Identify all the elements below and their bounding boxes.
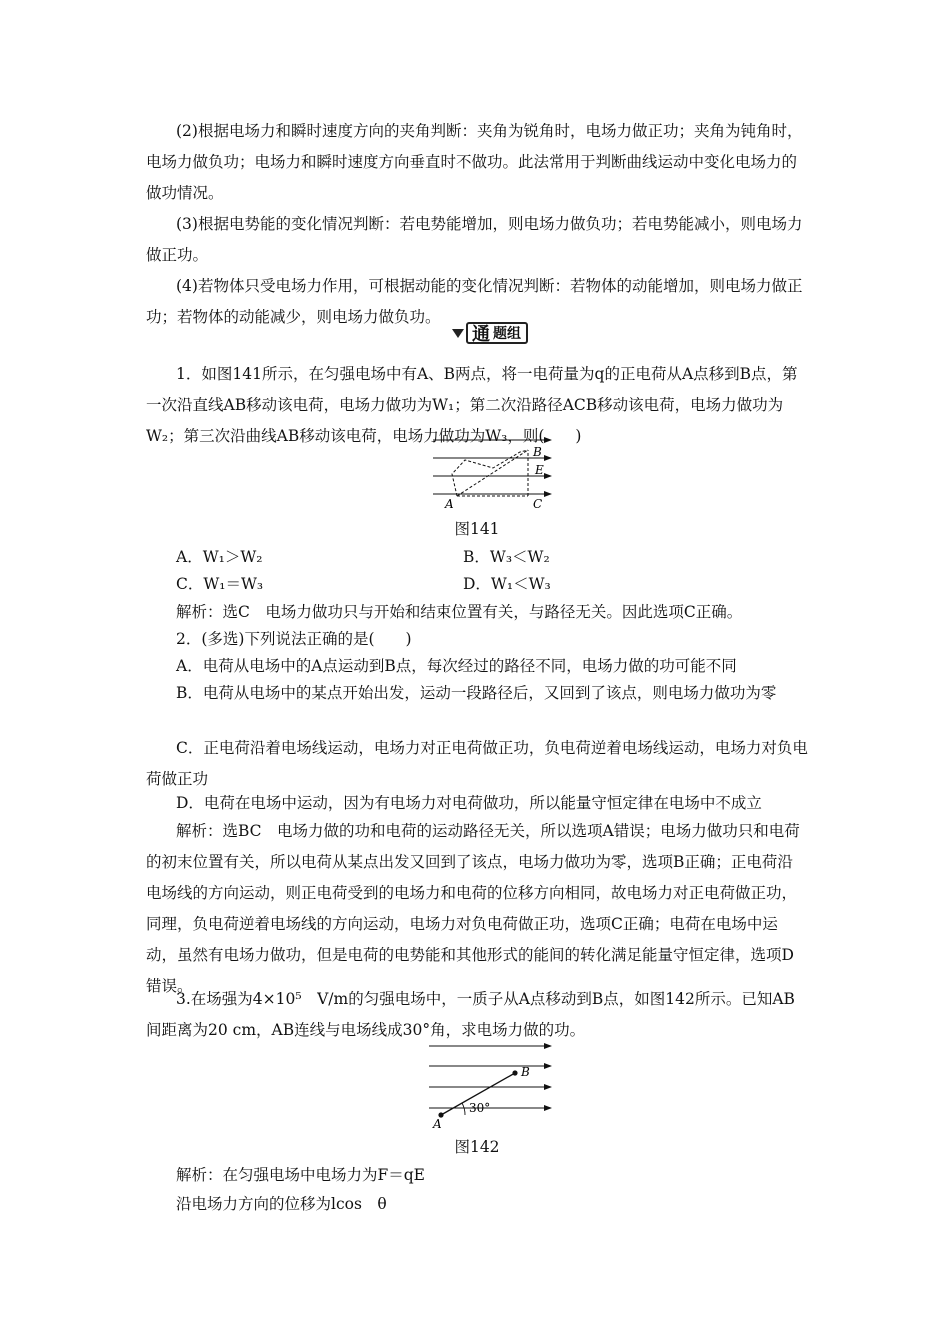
figure-141-caption: 图141 (454, 520, 500, 538)
q1-option-d: D．W₁＜W₃ (463, 575, 551, 593)
question-2-text: 2．(多选)下列说法正确的是( ) (176, 630, 412, 648)
label-a: A (445, 497, 454, 511)
method-2-paragraph: (2)根据电场力和瞬时速度方向的夹角判断：夹角为锐角时，电场力做正功；夹角为钝角时，电场力做负功；电场力和瞬时速度方向垂直时不做功。此法常用于判断曲线运动中变化电场力的做功情况。 (146, 122, 803, 202)
triangle-down-icon (452, 329, 464, 338)
angle-arc (462, 1103, 465, 1115)
q1-option-a: A．W₁＞W₂ (176, 548, 263, 566)
q2-option-d: D．电荷在电场中运动，因为有电场力对电荷做功，所以能量守恒定律在电场中不成立 (176, 794, 762, 812)
q1-option-c: C．W₁＝W₃ (176, 575, 264, 593)
point-b (512, 1070, 517, 1075)
method-4-paragraph: (4)若物体只受电场力作用，可根据动能的变化情况判断：若物体的动能增加，则电场力做正功；若物体的动能减少，则电场力做负功。 (146, 277, 803, 326)
q2-option-a: A．电荷从电场中的A点运动到B点，每次经过的路径不同，电场力做的功可能不同 (176, 657, 737, 675)
label-b: B (533, 445, 542, 459)
badge-small-text: 题组 (493, 326, 521, 342)
label-b: B (521, 1065, 530, 1079)
figure-141 (425, 430, 555, 516)
figure-142 (425, 1040, 555, 1130)
q2-solution: 解析：选BC 电场力做的功和电荷的运动路径无关，所以选项A错误；电场力做功只和电荷的初末位置有关，所以电荷从某点出发又回到了该点，电场力做功为零，选项B正确；正电荷沿电场线的方向运动，则正电荷受到的电场力和电荷的位移方向相同，故电场力对正电荷做正功，同理，负电荷逆着电场线的方向运动，电场力对负电荷做正功，选项C正确；电荷在电场中运动，虽然有电场力做功，但是电荷的电势能和其他形式的能间的转化满足能量守恒定律，选项D错误。 (146, 822, 800, 995)
straight-path-ab (457, 450, 528, 496)
q3-solution-line2: 沿电场力方向的位移为lcos θ (176, 1195, 387, 1213)
q3-solution-line1: 解析：在匀强电场中电场力为F＝qE (176, 1166, 425, 1184)
method-3-paragraph: (3)根据电势能的变化情况判断：若电势能增加，则电场力做负功；若电势能减小，则电场力做正功。 (146, 215, 803, 264)
label-a: A (433, 1117, 442, 1130)
angle-label: 30° (469, 1101, 491, 1115)
figure-142-caption: 图142 (454, 1138, 500, 1156)
badge-big-text: 通 (472, 324, 490, 345)
question-3-text: 3.在场强为4×10⁵ V/m的匀强电场中，一质子从A点移动到B点，如图142所示。已知AB间距离为20 cm，AB连线与电场线成30°角，求电场力做的功。 (146, 990, 795, 1039)
question-1-text: 1．如图141所示，在匀强电场中有A、B两点，将一电荷量为q的正电荷从A点移到B点，第一次沿直线AB移动该电荷，电场力做功为W₁；第二次沿路径ACB移动该电荷，电场力做功为W₂；第三次沿曲线AB移动该电荷，电场力做功为W₃，则( ) (146, 365, 798, 445)
label-c: C (533, 497, 543, 511)
section-badge (452, 322, 528, 344)
q2-option-c: C．正电荷沿着电场线运动，电场力对正电荷做正功，负电荷逆着电场线运动，电场力对负电荷做正功 (146, 739, 808, 788)
q1-option-b: B．W₃＜W₂ (463, 548, 550, 566)
badge-box (466, 322, 528, 344)
label-e: E (535, 463, 544, 477)
q1-solution: 解析：选C 电场力做功只与开始和结束位置有关，与路径无关。因此选项C正确。 (176, 603, 743, 621)
q2-option-b: B．电荷从电场中的某点开始出发，运动一段路径后，又回到了该点，则电场力做功为零 (176, 684, 777, 702)
